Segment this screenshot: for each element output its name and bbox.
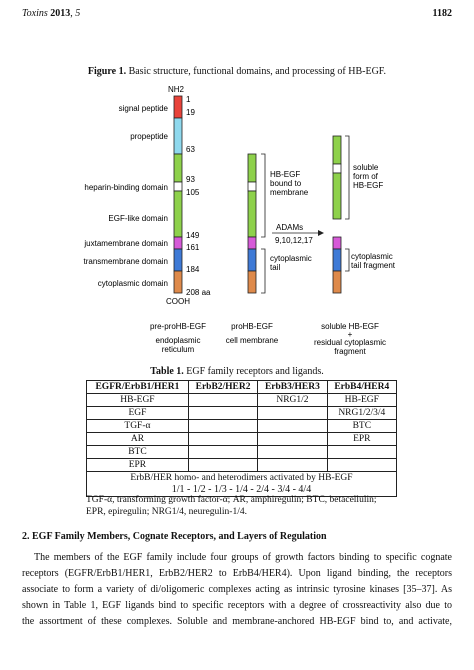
paragraph-line: the assortment of these complexes. Soluble and membrane-anchored HB-EGF bind to, and activate,: [22, 616, 452, 627]
table-cell: HB-EGF: [327, 394, 396, 407]
fragment-juxtamembrane-segment: [333, 237, 341, 249]
table-cell: NRG1/2: [258, 394, 327, 407]
position-93: 93: [186, 175, 195, 184]
col3-sub-1: residual cytoplasmic: [313, 338, 387, 347]
soluble-label-3: HB-EGF: [353, 181, 384, 190]
table-cell: AR: [87, 433, 189, 446]
figure-caption: Figure 1. Basic structure, functional domains, and processing of HB-EGF.: [87, 66, 387, 77]
col2-title: proHB-EGF: [231, 322, 273, 331]
soluble-bracket: [345, 136, 349, 219]
col3-sub-2: fragment: [334, 347, 366, 356]
paragraph-line: shown in Table 1, EGF ligands bind to specific receptors with a degree of crossreactivity also due to: [22, 600, 452, 611]
tail-bracket: [261, 249, 265, 293]
adams-numbers: 9,10,12,17: [275, 236, 313, 245]
table-cell: TGF-α: [87, 420, 189, 433]
transmembrane-label: transmembrane domain: [83, 257, 168, 266]
header-erbb1: EGFR/ErbB1/HER1: [87, 381, 189, 394]
table-cell: [258, 433, 327, 446]
cleavage-arrowhead: [318, 230, 324, 236]
bound-label-2: bound to: [270, 179, 302, 188]
table-row: [87, 459, 397, 472]
table-cell: [327, 446, 396, 459]
header-erbb4: ErbB4/HER4: [327, 381, 396, 394]
col1-title: pre-proHB-EGF: [149, 322, 207, 331]
table-cell: [188, 446, 257, 459]
fragment-label-2: tail fragment: [351, 261, 396, 270]
tail-label-1: cytoplasmic: [270, 254, 312, 263]
table-cell: [258, 420, 327, 433]
heparin-binding-label: heparin-binding domain: [84, 183, 168, 192]
running-header-journal: Toxins 2013, 5: [22, 8, 81, 19]
paragraph-line: associate to form a variety of di/oligomeric complexes acting as intrinsic tyrosine kinases [35–37]. As: [22, 584, 452, 595]
dimer-summary-line2: 1/1 - 1/2 - 1/3 - 1/4 - 2/4 - 3/4 - 4/4: [171, 484, 312, 495]
juxtamembrane-label: juxtamembrane domain: [84, 239, 168, 248]
position-63: 63: [186, 145, 195, 154]
footnote-line1: TGF-α, transforming growth factor-α; AR, amphiregulin; BTC, betacellulin;: [86, 495, 377, 505]
col2-sub: cell membrane: [225, 336, 279, 345]
table-cell: [188, 433, 257, 446]
table-cell: [188, 394, 257, 407]
soluble-egf-segment-upper: [333, 136, 341, 164]
position-184: 184: [186, 265, 200, 274]
table-cell: [188, 459, 257, 472]
cytoplasmic-segment: [174, 271, 182, 293]
juxtamembrane-segment: [174, 237, 182, 249]
table-footer-row: [87, 472, 397, 497]
pro-cytoplasmic-segment: [248, 271, 256, 293]
table-caption: Table 1. EGF family receptors and ligands.: [150, 366, 324, 377]
hb-egf-structure-diagram: [0, 84, 474, 356]
section-heading: 2. EGF Family Members, Cognate Receptors, and Layers of Regulation: [22, 531, 327, 542]
fragment-bracket: [345, 249, 349, 271]
table-row: [87, 433, 397, 446]
position-19: 19: [186, 108, 195, 117]
table-cell: [258, 459, 327, 472]
dimer-summary-cell: [87, 472, 397, 497]
position-1: 1: [186, 95, 191, 104]
table-cell: BTC: [87, 446, 189, 459]
table-row: [87, 446, 397, 459]
soluble-egf-like-segment: [333, 173, 341, 219]
table-footnote: [86, 494, 406, 518]
fragment-label-1: cytoplasmic: [351, 252, 393, 261]
table-cell: NRG1/2/3/4: [327, 407, 396, 420]
egf-like-segment: [174, 191, 182, 237]
table-cell: [327, 459, 396, 472]
paragraph-line: The members of the EGF family include four groups of growth factors binding to specific cognate: [34, 552, 452, 563]
footnote-line2: EPR, epiregulin; NRG1/4, neuregulin-1/4.: [86, 507, 247, 517]
fragment-transmembrane-segment: [333, 249, 341, 271]
cytoplasmic-label: cytoplasmic domain: [97, 279, 168, 288]
pro-egf-like-segment: [248, 191, 256, 237]
egf-receptor-table: [86, 380, 397, 497]
paragraph-line: receptors (EGFR/ErbB1/HER1, ErbB2/HER2 to ErbB4/HER4). Upon ligand binding, the receptors: [22, 568, 452, 579]
table-cell: [188, 407, 257, 420]
soluble-heparin-segment: [333, 164, 341, 173]
propeptide-segment: [174, 118, 182, 154]
tail-label-2: tail: [270, 263, 281, 272]
position-149: 149: [186, 231, 200, 240]
position-105: 105: [186, 188, 200, 197]
table-cell: [258, 446, 327, 459]
table-cell: [188, 420, 257, 433]
position-161: 161: [186, 243, 200, 252]
pro-heparin-segment: [248, 182, 256, 191]
table-row: [87, 394, 397, 407]
pro-transmembrane-segment: [248, 249, 256, 271]
col1-sub-1: endoplasmic: [155, 336, 201, 345]
table-row: [87, 420, 397, 433]
transmembrane-segment: [174, 249, 182, 271]
table-cell: HB-EGF: [87, 394, 189, 407]
body-paragraph: [22, 550, 452, 630]
header-erbb2: ErbB2/HER2: [188, 381, 257, 394]
header-erbb3: ErbB3/HER3: [258, 381, 327, 394]
signal-peptide-label: signal peptide: [118, 104, 168, 113]
table-cell: [258, 407, 327, 420]
signal-peptide-segment: [174, 96, 182, 118]
propeptide-label: propeptide: [130, 132, 168, 141]
table-cell: EPR: [327, 433, 396, 446]
pro-egf-segment-upper: [248, 154, 256, 182]
page-number: 1182: [432, 8, 452, 19]
soluble-label-1: soluble: [353, 163, 379, 172]
bound-label-1: HB-EGF: [270, 170, 301, 179]
fragment-cytoplasmic-segment: [333, 271, 341, 293]
membrane-bound-bracket: [261, 154, 265, 237]
table-row: [87, 407, 397, 420]
dimer-summary-line1: ErbB/HER homo- and heterodimers activated by HB-EGF: [130, 473, 353, 483]
pro-juxtamembrane-segment: [248, 237, 256, 249]
table-cell: EGF: [87, 407, 189, 420]
col1-sub-2: reticulum: [161, 345, 195, 354]
table-cell: EPR: [87, 459, 189, 472]
nh2-label: NH2: [168, 85, 185, 94]
heparin-binding-segment: [174, 182, 182, 191]
table-header-row: [87, 381, 397, 394]
egf-segment-upper: [174, 154, 182, 182]
position-208: 208 aa: [186, 288, 211, 297]
soluble-label-2: form of: [353, 172, 378, 181]
col3-title: soluble HB-EGF: [321, 322, 379, 331]
table-cell: BTC: [327, 420, 396, 433]
adams-label: ADAMs: [276, 223, 304, 232]
egf-like-label: EGF-like domain: [108, 214, 168, 223]
cooh-label: COOH: [166, 297, 190, 306]
col3-plus: +: [347, 330, 353, 339]
bound-label-3: membrane: [270, 188, 309, 197]
